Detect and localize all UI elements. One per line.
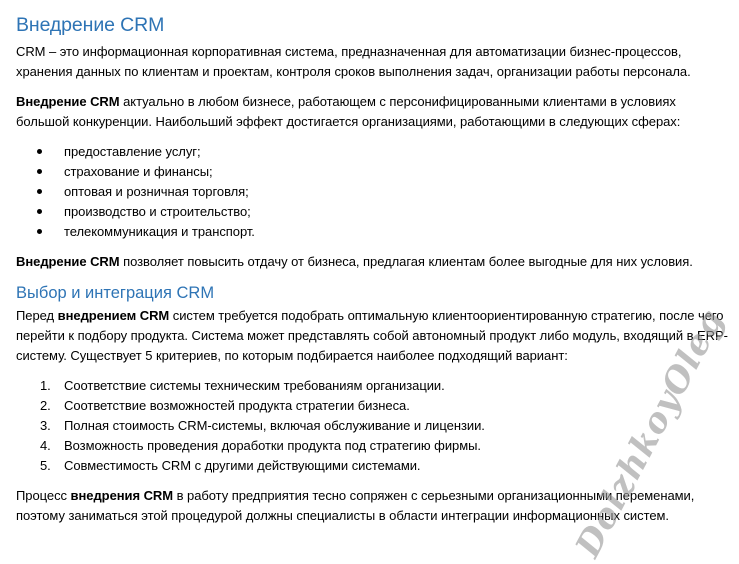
- list-number: 2.: [40, 398, 51, 413]
- list-item-text: телекоммуникация и транспорт.: [64, 224, 255, 239]
- bullet-icon: [37, 189, 42, 194]
- list-item: [16, 142, 728, 162]
- list-item-text: Соответствие системы техническим требованиям организации.: [64, 378, 445, 393]
- intro-paragraph: CRM – это информационная корпоративная система, предназначенная для автоматизации бизнес-процессов, хранения данных по клиентам и проектам, контроля сроков выполнения задач, организации работы персонала.: [16, 44, 691, 79]
- bold-term: внедрения CRM: [70, 488, 174, 503]
- bullet-icon: [37, 229, 42, 234]
- list-item: [16, 222, 728, 242]
- watermark: DolzhkoyOleg: [568, 302, 733, 564]
- list-item-text: Соответствие возможностей продукта стратегии бизнеса.: [64, 398, 410, 413]
- page-title: Внедрение CRM: [16, 14, 165, 36]
- paragraph-text: в работу предприятия тесно сопряжен с серьезными организационными переменами, поэтому заниматься этой процедурой должны специалисты в области интеграции информационных систем.: [16, 488, 695, 523]
- crm-relevance-paragraph: [16, 92, 728, 132]
- list-item: [16, 376, 728, 396]
- bullet-icon: [37, 149, 42, 154]
- paragraph-text: позволяет повысить отдачу от бизнеса, предлагая клиентам более выгодные для них условия.: [119, 254, 693, 269]
- bullet-icon: [37, 169, 42, 174]
- section-heading: Выбор и интеграция CRM: [16, 284, 215, 302]
- paragraph-text: актуально в любом бизнесе, работающем с персонифицированными клиентами в условиях большой конкуренции. Наибольший эффект достигается организациями, работающими в следующих сферах:: [16, 94, 681, 129]
- sectors-list: [16, 142, 728, 242]
- bold-term: Внедрение CRM: [16, 94, 120, 109]
- list-item-text: оптовая и розничная торговля;: [64, 184, 249, 199]
- list-item-text: Возможность проведения доработки продукта под стратегию фирмы.: [64, 438, 481, 453]
- list-item-text: производство и строительство;: [64, 204, 251, 219]
- list-number: 5.: [40, 458, 51, 473]
- list-item: [16, 202, 728, 222]
- bold-term: внедрением CRM: [57, 308, 170, 323]
- list-item-text: страхование и финансы;: [64, 164, 213, 179]
- paragraph-text: систем требуется подобрать оптимальную клиентоориентированную стратегию, после чего перейти к подбору продукта. Система может представлять собой автономный продукт либо модуль, входящий в ERP-систему. Существует 5 критериев, по которым подбирается наиболее подходящий вариант:: [16, 308, 728, 363]
- list-item: [16, 396, 728, 416]
- paragraph-text: Процесс: [16, 488, 71, 503]
- list-item-text: предоставление услуг;: [64, 144, 201, 159]
- list-number: 3.: [40, 418, 51, 433]
- benefit-paragraph: [16, 252, 728, 272]
- bullet-icon: [37, 209, 42, 214]
- list-item: [16, 182, 728, 202]
- list-item: [16, 416, 728, 436]
- selection-paragraph: [16, 306, 728, 366]
- list-item-text: Совместимость CRM с другими действующими системами.: [64, 458, 421, 473]
- list-number: 4.: [40, 438, 51, 453]
- list-number: 1.: [40, 378, 51, 393]
- paragraph-text: Перед: [16, 308, 58, 323]
- list-item-text: Полная стоимость CRM-системы, включая обслуживание и лицензии.: [64, 418, 485, 433]
- bold-term: Внедрение CRM: [16, 254, 120, 269]
- list-item: [16, 162, 728, 182]
